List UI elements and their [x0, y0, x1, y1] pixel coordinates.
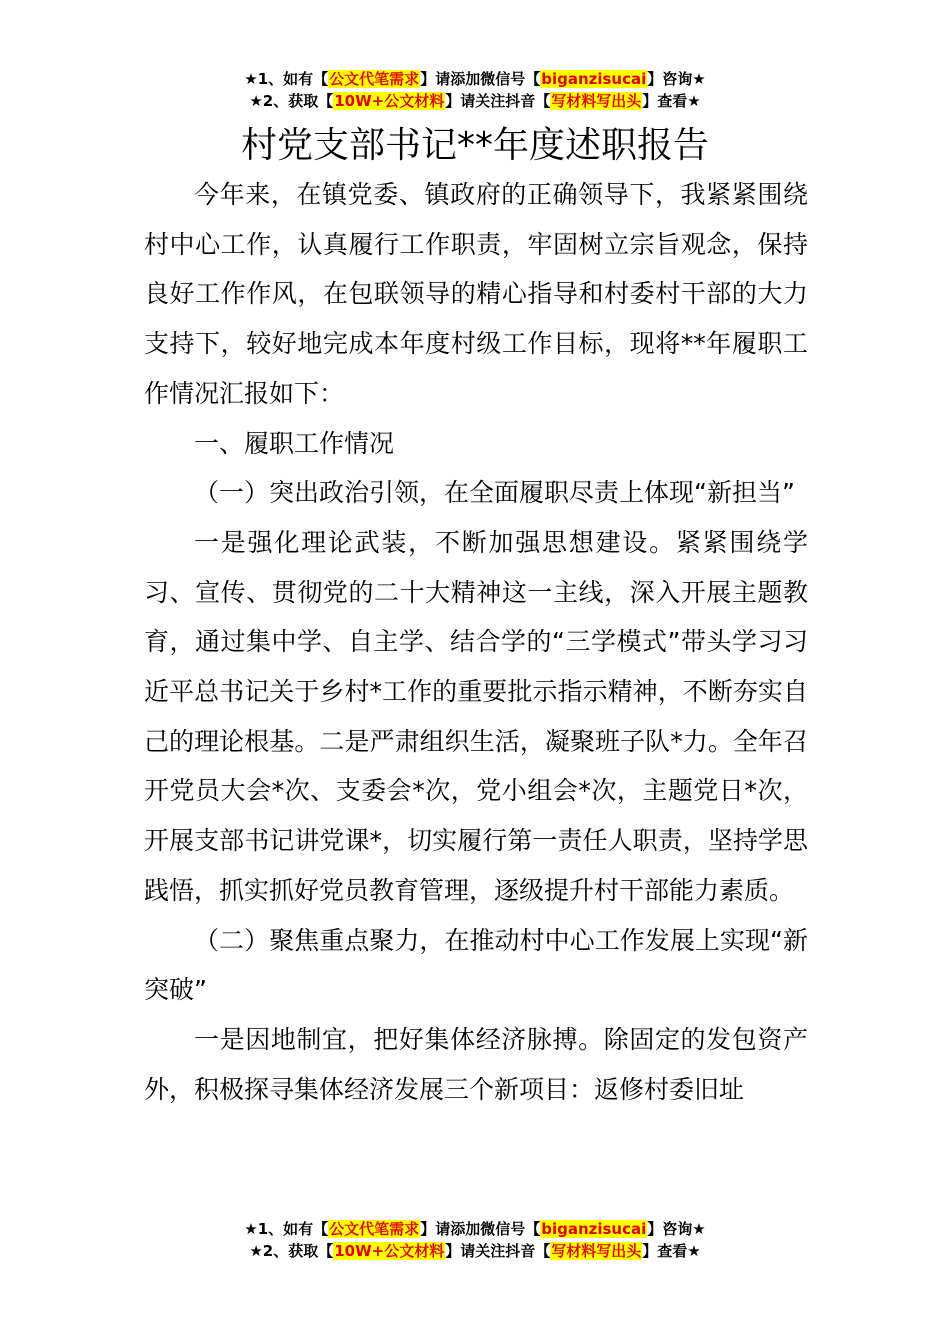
subheading-1: （一）突出政治引领，在全面履职尽责上体现“新担当” — [194, 478, 795, 508]
highlight-douyin-account: 写材料写出头 — [551, 92, 642, 110]
paragraph-2: 一是因地制宜，把好集体经济脉搏。除固定的发包资产外，积极探寻集体经济发展三个新项目：返修村委旧址 — [144, 1024, 808, 1104]
header-banner — [0, 68, 950, 112]
banner-line-2: ★2、获取【10W+公文材料】请关注抖音【写材料写出头】查看★ — [249, 92, 701, 110]
footer-highlight-materials: 10W+公文材料 — [334, 1242, 445, 1260]
page-title: 村党支部书记**年度述职报告 — [240, 125, 709, 166]
highlight-wechat-id: biganzisucai — [541, 70, 647, 88]
footer-highlight-wechat-id: biganzisucai — [541, 1220, 647, 1238]
paragraph-1: 一是强化理论武装，不断加强思想建设。紧紧围绕学习、宣传、贯彻党的二十大精神这一主线，深入开展主题教育，通过集中学、自主学、结合学的“三学模式”带头学习习近平总书记关于乡村*工作的重要批示指示精神，不断夯实自己的理论根基。二是严肃组织生活，凝聚班子队*力。全年召开党员大会*次、支委会*次，党小组会*次，主题党日*次，开展支部书记讲党课*，切实履行第一责任人职责，坚持学思践悟，抓实抓好党员教育管理，逐级提升村干部能力素质。 — [144, 527, 808, 905]
footer-line-2: ★2、获取【10W+公文材料】请关注抖音【写材料写出头】查看★ — [249, 1242, 701, 1260]
highlight-service: 公文代笔需求 — [329, 70, 420, 88]
document-body — [144, 170, 808, 1114]
footer-highlight-service: 公文代笔需求 — [329, 1220, 420, 1238]
banner-line-1: ★1、如有【公文代笔需求】请添加微信号【biganzisucai】咨询★ — [244, 70, 706, 88]
footer-line-1: ★1、如有【公文代笔需求】请添加微信号【biganzisucai】咨询★ — [244, 1220, 706, 1238]
highlight-materials: 10W+公文材料 — [334, 92, 445, 110]
subheading-2: （二）聚焦重点聚力，在推动村中心工作发展上实现“新突破” — [144, 925, 808, 1005]
paragraph-intro: 今年来，在镇党委、镇政府的正确领导下，我紧紧围绕村中心工作，认真履行工作职责，牢固树立宗旨观念，保持良好工作作风，在包联领导的精心指导和村委村干部的大力支持下，较好地完成本年度村级工作目标，现将**年履职工作情况汇报如下： — [144, 180, 808, 408]
heading-section-1: 一、履职工作情况 — [194, 428, 395, 458]
footer-banner — [0, 1218, 950, 1262]
footer-highlight-douyin-account: 写材料写出头 — [551, 1242, 642, 1260]
